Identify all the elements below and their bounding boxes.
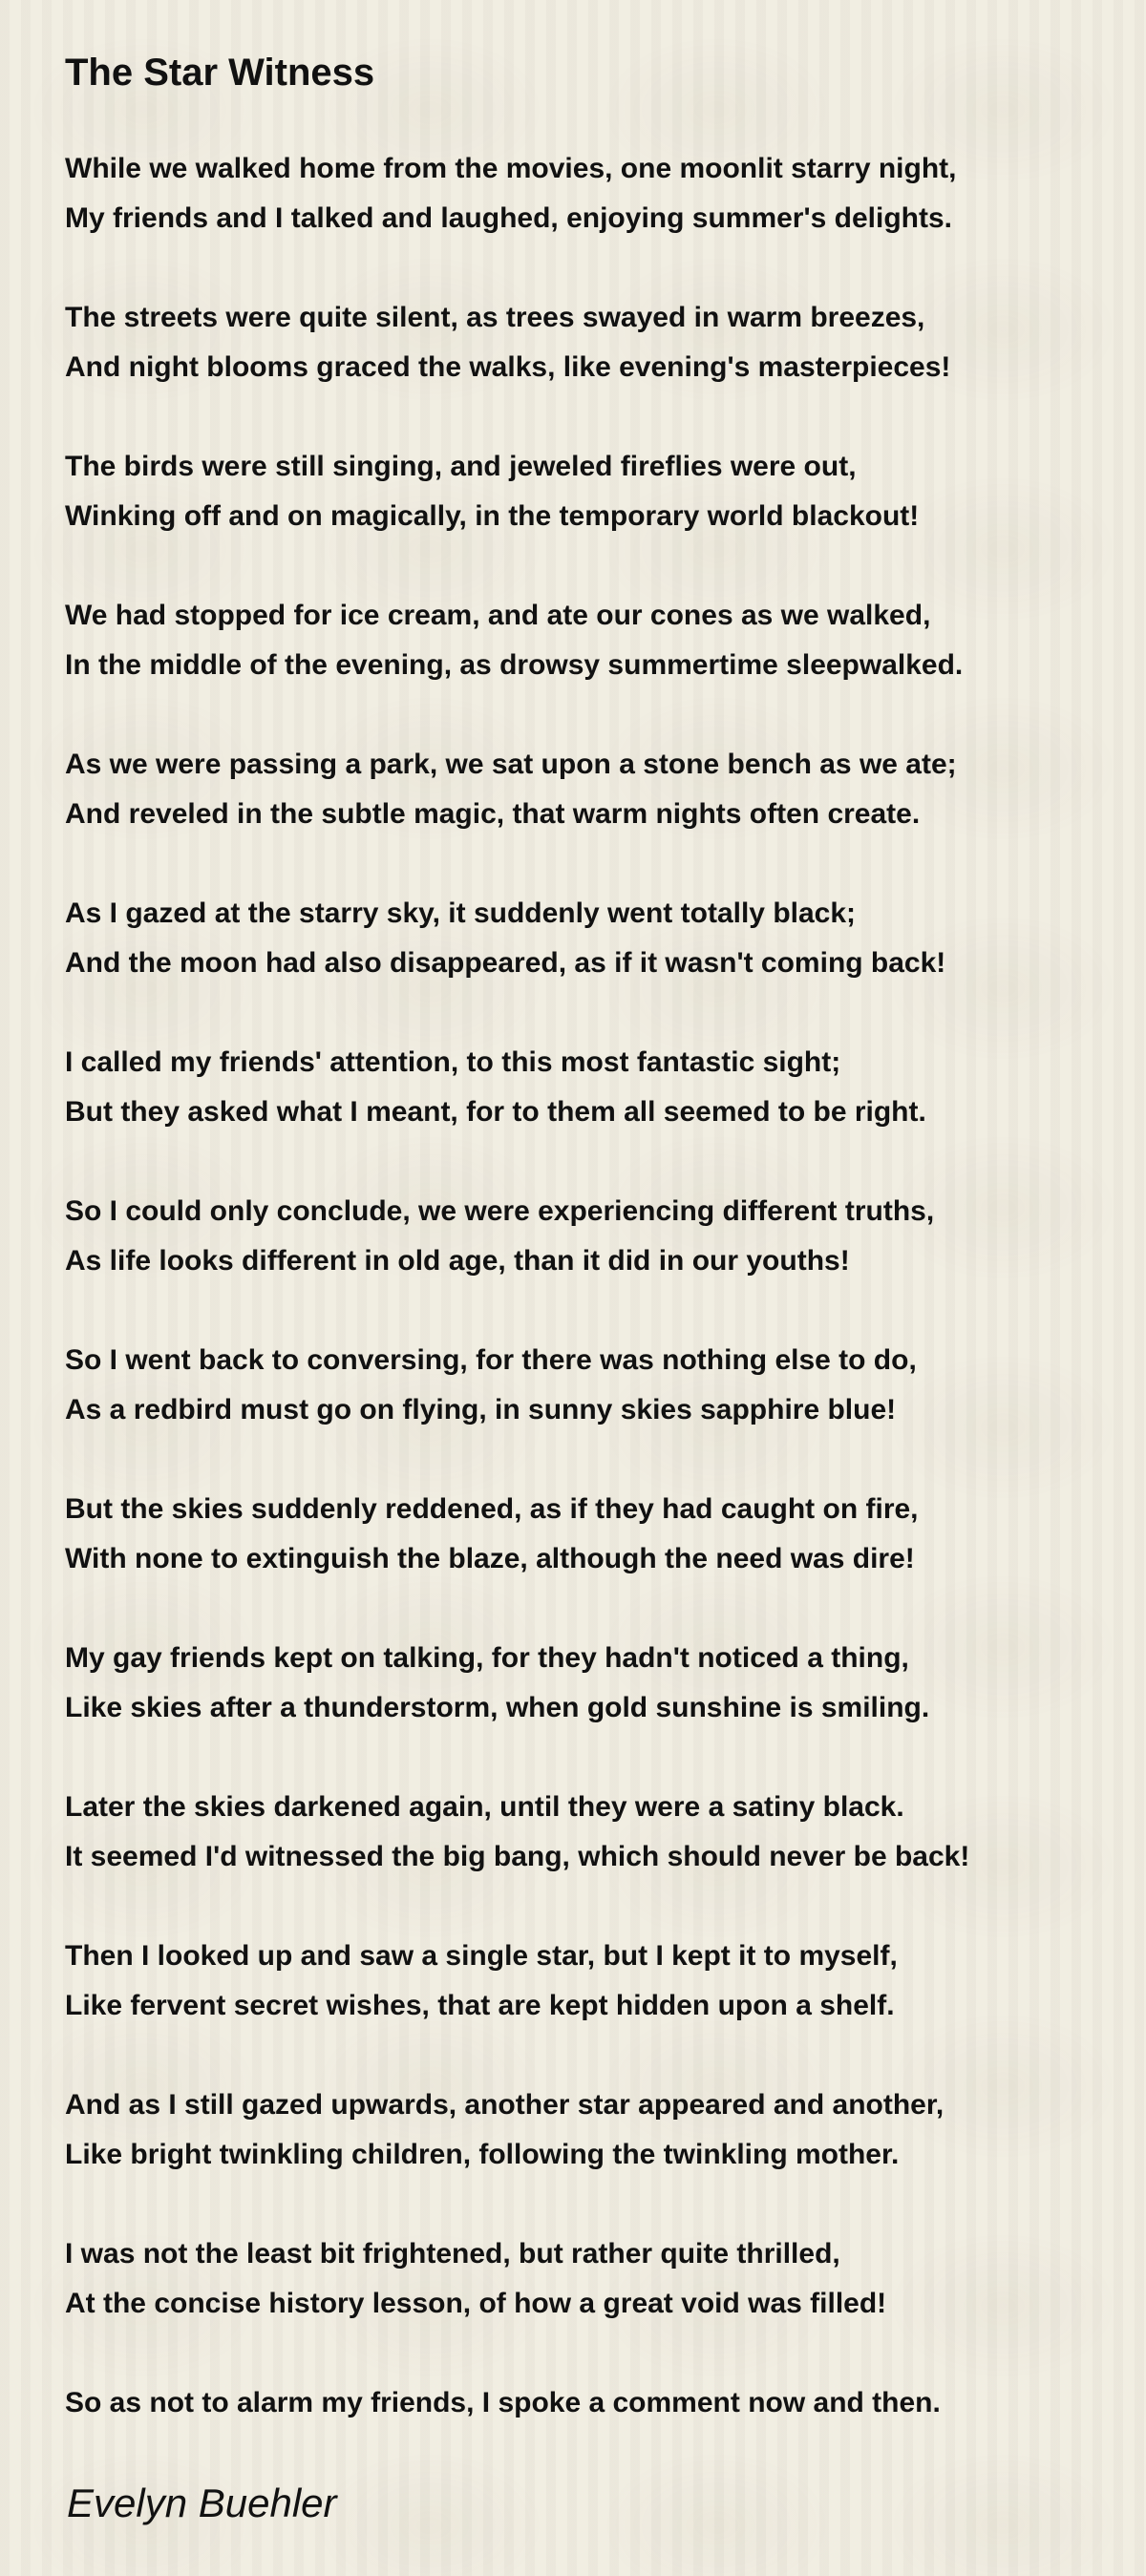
poem-stanza xyxy=(65,144,969,243)
poem-line: My gay friends kept on talking, for they hadn't noticed a thing, xyxy=(65,1642,909,1674)
poem-line: And as I still gazed upwards, another star appeared and another, xyxy=(65,2089,944,2121)
poem-stanza xyxy=(65,1485,969,1584)
poem-line: And night blooms graced the walks, like evening's masterpieces! xyxy=(65,351,951,383)
poem-stanza xyxy=(65,293,969,392)
poem-body xyxy=(65,144,969,2478)
poem-line: But they asked what I meant, for to them all seemed to be right. xyxy=(65,1096,926,1128)
poem-line: At the concise history lesson, of how a great void was filled! xyxy=(65,2288,887,2319)
poem-line: We had stopped for ice cream, and ate our cones as we walked, xyxy=(65,600,931,631)
poem-line: So as not to alarm my friends, I spoke a comment now and then. xyxy=(65,2387,941,2418)
poem-line: I called my friends' attention, to this most fantastic sight; xyxy=(65,1046,841,1078)
poem-line: But the skies suddenly reddened, as if they had caught on fire, xyxy=(65,1493,919,1525)
poem-line: I was not the least bit frightened, but rather quite thrilled, xyxy=(65,2238,840,2270)
poem-line: Later the skies darkened again, until they were a satiny black. xyxy=(65,1791,904,1823)
poem-line: As a redbird must go on flying, in sunny skies sapphire blue! xyxy=(65,1394,897,1425)
poem-stanza xyxy=(65,740,969,839)
poem-stanza xyxy=(65,1783,969,1882)
poem-line: So I went back to conversing, for there was nothing else to do, xyxy=(65,1344,917,1376)
poem-line: And the moon had also disappeared, as if it wasn't coming back! xyxy=(65,947,946,979)
poem-line: Winking off and on magically, in the temporary world blackout! xyxy=(65,500,920,532)
poem-line: As we were passing a park, we sat upon a stone bench as we ate; xyxy=(65,749,957,780)
poem-line: The streets were quite silent, as trees swayed in warm breezes, xyxy=(65,302,925,333)
poem-author: Evelyn Buehler xyxy=(67,2481,337,2525)
poem-stanza xyxy=(65,591,969,690)
poem-line: Like skies after a thunderstorm, when gold sunshine is smiling. xyxy=(65,1692,930,1723)
poem-line: Like bright twinkling children, following the twinkling mother. xyxy=(65,2139,900,2170)
poem-line: Then I looked up and saw a single star, but I kept it to myself, xyxy=(65,1940,898,1972)
poem-stanza xyxy=(65,1187,969,1286)
poem-stanza xyxy=(65,1932,969,2031)
poem-line: So I could only conclude, we were experiencing different truths, xyxy=(65,1195,935,1227)
poem-line: Like fervent secret wishes, that are kept hidden upon a shelf. xyxy=(65,1990,895,2021)
poem-line: And reveled in the subtle magic, that warm nights often create. xyxy=(65,798,921,830)
poem-stanza xyxy=(65,2229,969,2329)
poem-title: The Star Witness xyxy=(65,52,375,94)
poem-line: My friends and I talked and laughed, enjoying summer's delights. xyxy=(65,202,952,234)
poem-stanza xyxy=(65,2080,969,2180)
poem-line: As life looks different in old age, than it did in our youths! xyxy=(65,1245,850,1277)
poem-stanza xyxy=(65,1336,969,1435)
poem-line: As I gazed at the starry sky, it suddenly went totally black; xyxy=(65,897,857,929)
poem-stanza xyxy=(65,1038,969,1137)
poem-line: In the middle of the evening, as drowsy summertime sleepwalked. xyxy=(65,649,964,681)
poem-line: The birds were still singing, and jeweled fireflies were out, xyxy=(65,451,857,482)
poem-stanza xyxy=(65,1634,969,1733)
poem-stanza xyxy=(65,889,969,988)
poem-line: It seemed I'd witnessed the big bang, which should never be back! xyxy=(65,1841,970,1872)
poem-stanza xyxy=(65,2378,969,2428)
poem-line: With none to extinguish the blaze, although the need was dire! xyxy=(65,1543,915,1574)
poem-stanza xyxy=(65,442,969,541)
poem-line: While we walked home from the movies, one moonlit starry night, xyxy=(65,153,957,184)
